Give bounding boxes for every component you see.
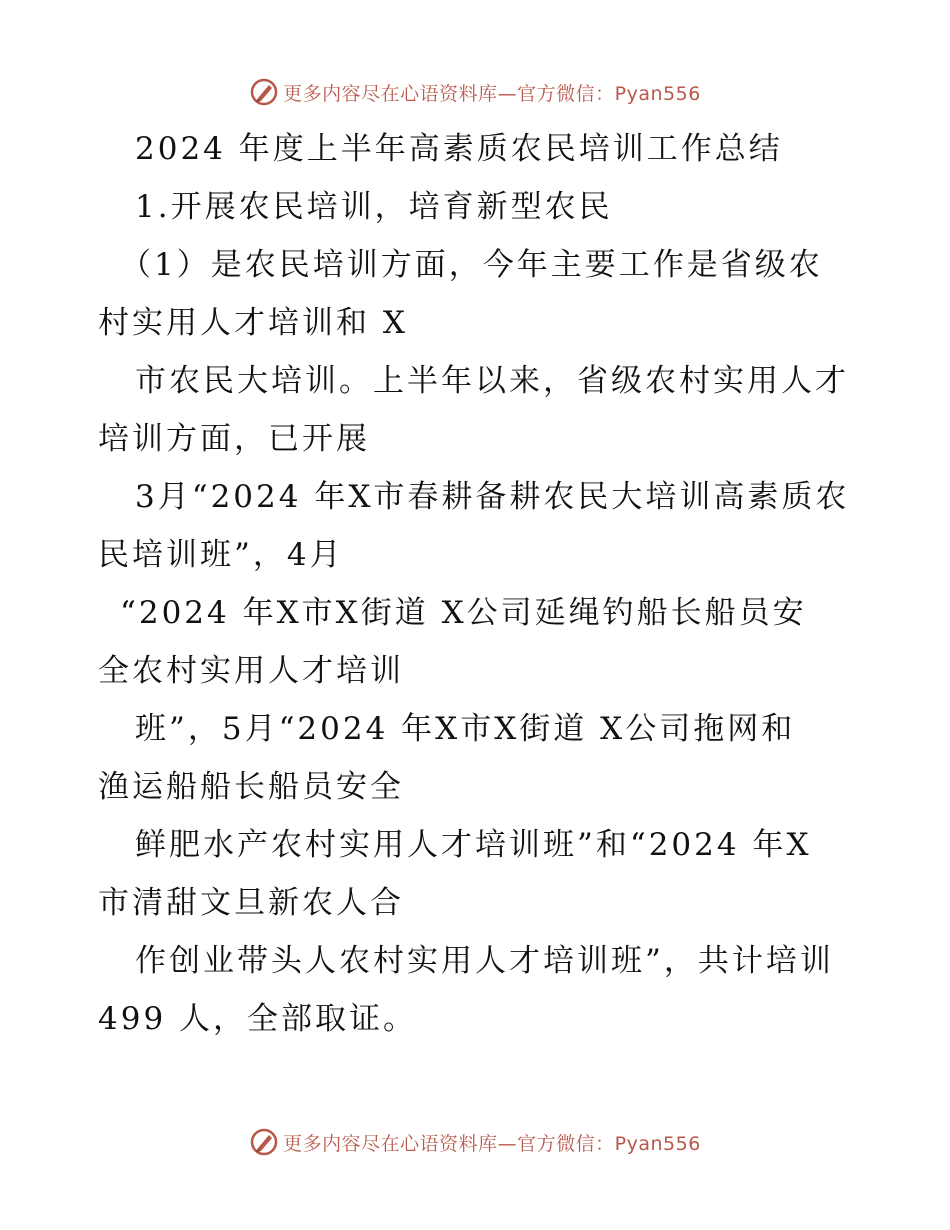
paragraph-line: 渔运船船长船员安全 <box>98 769 404 805</box>
paragraph-line: 499 人，全部取证。 <box>98 1001 418 1037</box>
paragraph-line: 村实用人才培训和 X <box>98 305 408 341</box>
paragraph-line: 3月“2024 年X市春耕备耕农民大培训高素质农 <box>135 479 850 515</box>
footer-watermark <box>0 1122 950 1162</box>
section-heading: 1.开展农民培训，培育新型农民 <box>135 189 613 225</box>
paragraph-line: 民培训班”，4月 <box>98 537 344 573</box>
pen-logo-icon <box>249 77 279 107</box>
watermark-text: 更多内容尽在心语资料库—官方微信：Pyan556 <box>283 82 701 105</box>
document-title: 2024 年度上半年高素质农民培训工作总结 <box>135 131 783 167</box>
paragraph-line: 市农民大培训。上半年以来，省级农村实用人才 <box>135 363 849 399</box>
watermark-text: 更多内容尽在心语资料库—官方微信：Pyan556 <box>283 1132 701 1155</box>
document-body <box>98 120 858 1048</box>
paragraph-line: 作创业带头人农村实用人才培训班”，共计培训 <box>135 943 834 979</box>
paragraph-line: “2024 年X市X街道 X公司延绳钓船长船员安 <box>120 595 807 631</box>
paragraph-line: 培训方面，已开展 <box>98 421 370 457</box>
paragraph-line: 市清甜文旦新农人合 <box>98 885 404 921</box>
header-watermark <box>0 72 950 112</box>
paragraph-line: （1）是农民培训方面，今年主要工作是省级农 <box>120 247 823 283</box>
pen-logo-icon <box>249 1127 279 1157</box>
paragraph-line: 鲜肥水产农村实用人才培训班”和“2024 年X <box>135 827 812 863</box>
paragraph-line: 班”，5月“2024 年X市X街道 X公司拖网和 <box>135 711 796 747</box>
paragraph-line: 全农村实用人才培训 <box>98 653 404 689</box>
